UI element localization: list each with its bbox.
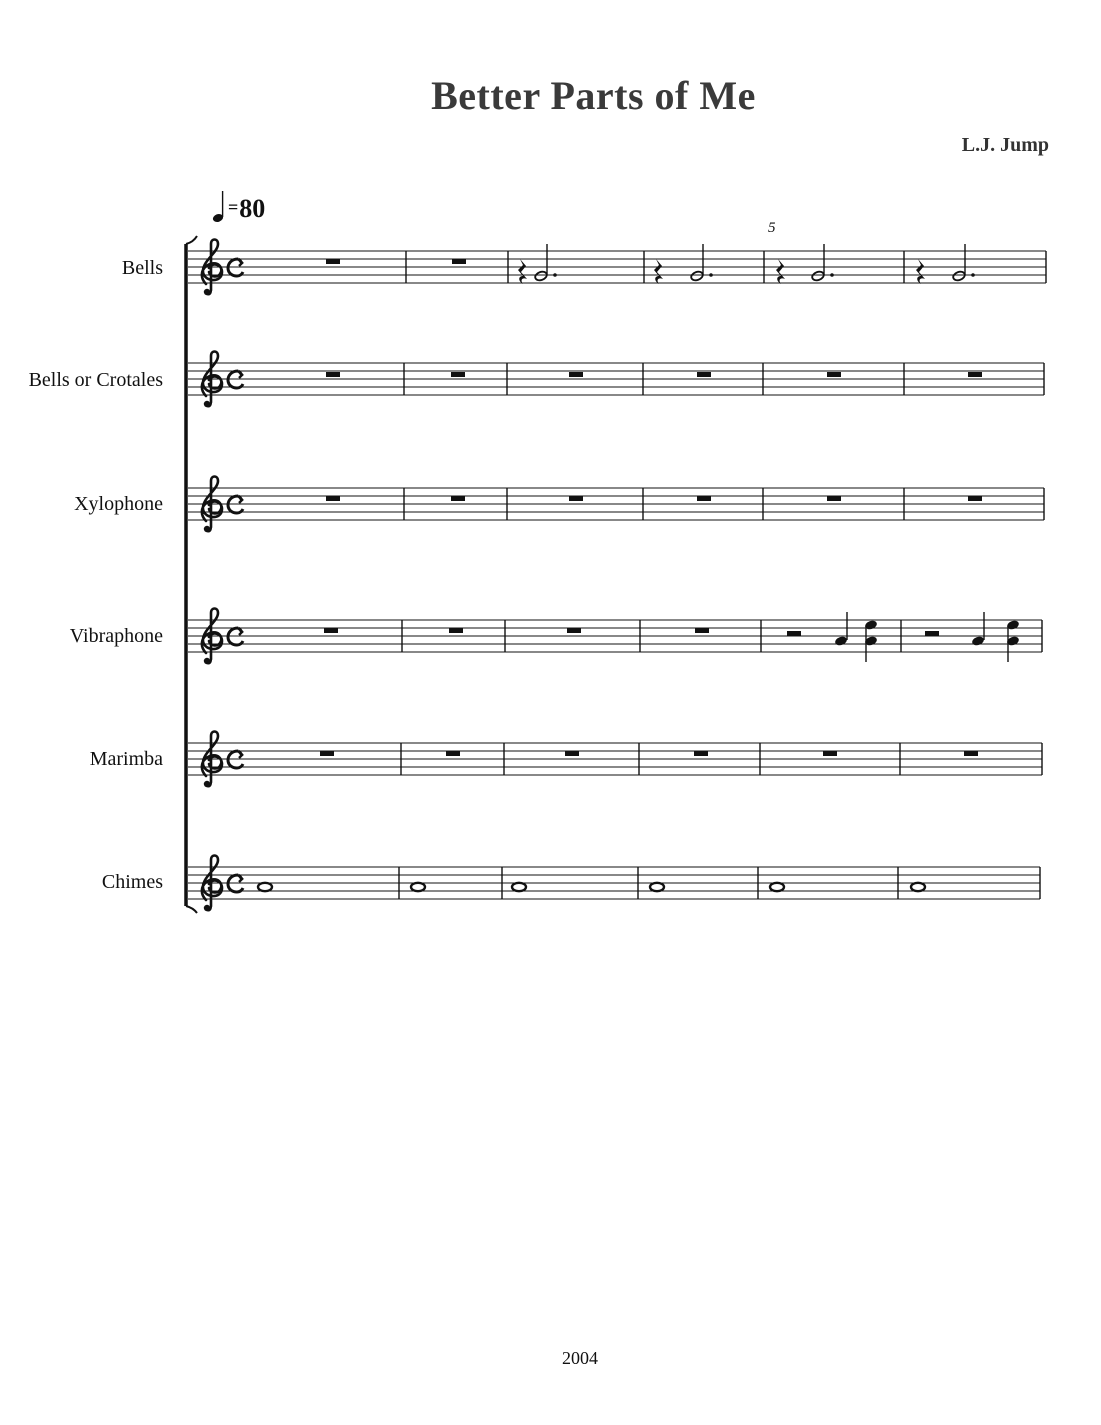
- whole-rest-icon: [326, 372, 340, 377]
- measure-rest-dotted-half: [916, 244, 975, 284]
- instrument-label-bells: Bells: [121, 257, 163, 279]
- whole-rest-icon: [827, 372, 841, 377]
- quarter-note-icon: [834, 635, 848, 647]
- quarter-rest-icon: [776, 259, 785, 284]
- staff-xylophone: [188, 477, 1044, 533]
- whole-rest-icon: [320, 751, 334, 756]
- whole-rest-icon: [451, 496, 465, 501]
- tempo-equals: =: [228, 197, 239, 217]
- instrument-label-marimba: Marimba: [89, 748, 163, 770]
- whole-rest-icon: [326, 259, 340, 264]
- whole-rest-icon: [452, 259, 466, 264]
- whole-rest-icon: [449, 628, 463, 633]
- treble-clef-icon: [202, 477, 222, 533]
- quarter-rest-icon: [518, 259, 527, 284]
- whole-rest-icon: [446, 751, 460, 756]
- treble-clef-icon: [202, 856, 222, 912]
- whole-note-icon: [258, 883, 272, 891]
- treble-clef-icon: [202, 240, 222, 296]
- whole-rest-icon: [968, 372, 982, 377]
- measure-number: 5: [768, 220, 776, 236]
- whole-rest-icon: [964, 751, 978, 756]
- half-rest-icon: [925, 631, 939, 636]
- instrument-label-chimes: Chimes: [101, 871, 163, 893]
- composer-name: L.J. Jump: [961, 134, 1049, 156]
- score-title: Better Parts of Me: [431, 73, 756, 118]
- bracket-bottom-hook: [186, 906, 197, 913]
- whole-rest-icon: [697, 372, 711, 377]
- whole-rest-icon: [697, 496, 711, 501]
- instrument-label-xylophone: Xylophone: [74, 493, 163, 515]
- footer-year: 2004: [562, 1348, 598, 1368]
- whole-rest-icon: [827, 496, 841, 501]
- quarter-rest-icon: [916, 259, 925, 284]
- instrument-label-vibraphone: Vibraphone: [69, 625, 163, 647]
- measure-rest-dotted-half: [518, 244, 557, 284]
- whole-note-icon: [411, 883, 425, 891]
- whole-note-icon: [650, 883, 664, 891]
- whole-rest-icon: [567, 628, 581, 633]
- staff-bells: [188, 240, 1046, 296]
- whole-note-icon: [770, 883, 784, 891]
- half-note-icon: [690, 270, 704, 282]
- whole-rest-icon: [569, 496, 583, 501]
- whole-note-icon: [512, 883, 526, 891]
- whole-rest-icon: [695, 628, 709, 633]
- whole-rest-icon: [694, 751, 708, 756]
- half-note-icon: [811, 270, 825, 282]
- treble-clef-icon: [202, 732, 222, 788]
- bracket-top-hook: [186, 236, 197, 244]
- whole-rest-icon: [326, 496, 340, 501]
- whole-rest-icon: [569, 372, 583, 377]
- instrument-label-bells-or-crotales: Bells or Crotales: [28, 369, 163, 391]
- whole-note-icon: [911, 883, 925, 891]
- whole-rest-icon: [324, 628, 338, 633]
- half-rest-icon: [787, 631, 801, 636]
- staff-bells-or-crotales: [188, 352, 1044, 408]
- treble-clef-icon: [202, 352, 222, 408]
- measure-rest-dotted-half: [776, 244, 834, 284]
- whole-rest-icon: [968, 496, 982, 501]
- measure-rest-dotted-half: [654, 244, 713, 284]
- treble-clef-icon: [202, 609, 222, 665]
- staff-marimba: [188, 732, 1042, 788]
- half-note-icon: [952, 270, 966, 282]
- whole-rest-icon: [451, 372, 465, 377]
- whole-rest-icon: [565, 751, 579, 756]
- tempo-bpm: 80: [239, 194, 266, 223]
- staff-chimes: [188, 856, 1040, 912]
- whole-rest-icon: [823, 751, 837, 756]
- staff-vibraphone: [188, 609, 1042, 665]
- quarter-note-icon: [971, 635, 985, 647]
- quarter-rest-icon: [654, 259, 663, 284]
- half-note-icon: [534, 270, 548, 282]
